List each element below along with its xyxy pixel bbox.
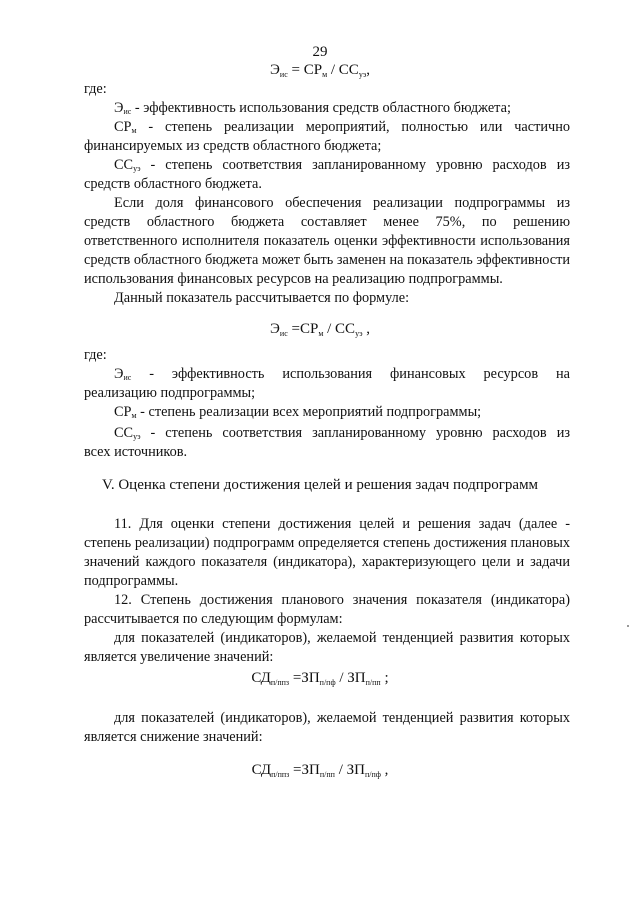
scan-speck	[627, 625, 629, 627]
definition-line: $СР_м$ - степень реализации мероприятий, полностью или частично	[114, 119, 570, 135]
formula-efficiency-budget: $Э_{ис} = СР_м / СС_{уэ}$,	[270, 62, 370, 79]
where-label: где:	[84, 347, 107, 363]
formula-achievement-increase: $СД_{п/ппз} =ЗП_{п/пф} / ЗП_{п/пп}$ ;	[251, 670, 389, 687]
definition-line: средств областного бюджета.	[84, 176, 262, 192]
paragraph: для показателей (индикаторов), желаемой тенденцией развития которых является увеличение значений:	[84, 630, 570, 665]
section-heading: V. Оценка степени достижения целей и решения задач подпрограмм	[101, 477, 539, 493]
page-number: 29	[312, 44, 328, 60]
definition-line: $Э_{ис}$ - эффективность использования финансовых ресурсов на	[114, 366, 570, 382]
paragraph: Если доля финансового обеспечения реализации подпрограммы из средств областного бюджета составляет менее 75%, по решению ответственного исполнителя показатель оценки эффективности использования средств областного бюджета может быть заменен на показатель эффективности использования финансовых ресурсов на реализацию подпрограммы.	[84, 195, 570, 287]
paragraph: 11. Для оценки степени достижения целей и решения задач (далее - степень реализации) подпрограмм определяется степень достижения плановых значений каждого показателя (индикатора), характеризующего цели и задачи подпрограммы.	[84, 516, 570, 589]
where-label: где:	[84, 81, 107, 97]
paragraph: Данный показатель рассчитывается по формуле:	[114, 290, 410, 306]
paragraph: для показателей (индикаторов), желаемой тенденцией развития которых является снижение значений:	[84, 710, 570, 745]
formula-achievement-decrease: $СД_{п/ппз} =ЗП_{п/пп} / ЗП_{п/пф}$ ,	[251, 762, 389, 779]
paragraph: 12. Степень достижения планового значения показателя (индикатора) рассчитывается по следующим формулам:	[84, 592, 570, 627]
definition-line: реализацию подпрограммы;	[84, 385, 256, 401]
definition-line: $СС_{уэ}$ - степень соответствия запланированному уровню расходов из	[114, 157, 570, 173]
definition-line: $СС_{уэ}$ - степень соответствия запланированному уровню расходов из	[114, 425, 570, 441]
definition-line: $СР_м$ - степень реализации всех мероприятий подпрограммы;	[114, 404, 482, 420]
definition-line: всех источников.	[84, 444, 188, 460]
definition-line: финансируемых из средств областного бюджета;	[84, 138, 382, 154]
definition-line: $Э_{ис}$ - эффективность использования средств областного бюджета;	[114, 100, 511, 116]
formula-efficiency-financial: $Э_{ис} =СР_м / СС_{уэ}$ ,	[270, 321, 370, 338]
